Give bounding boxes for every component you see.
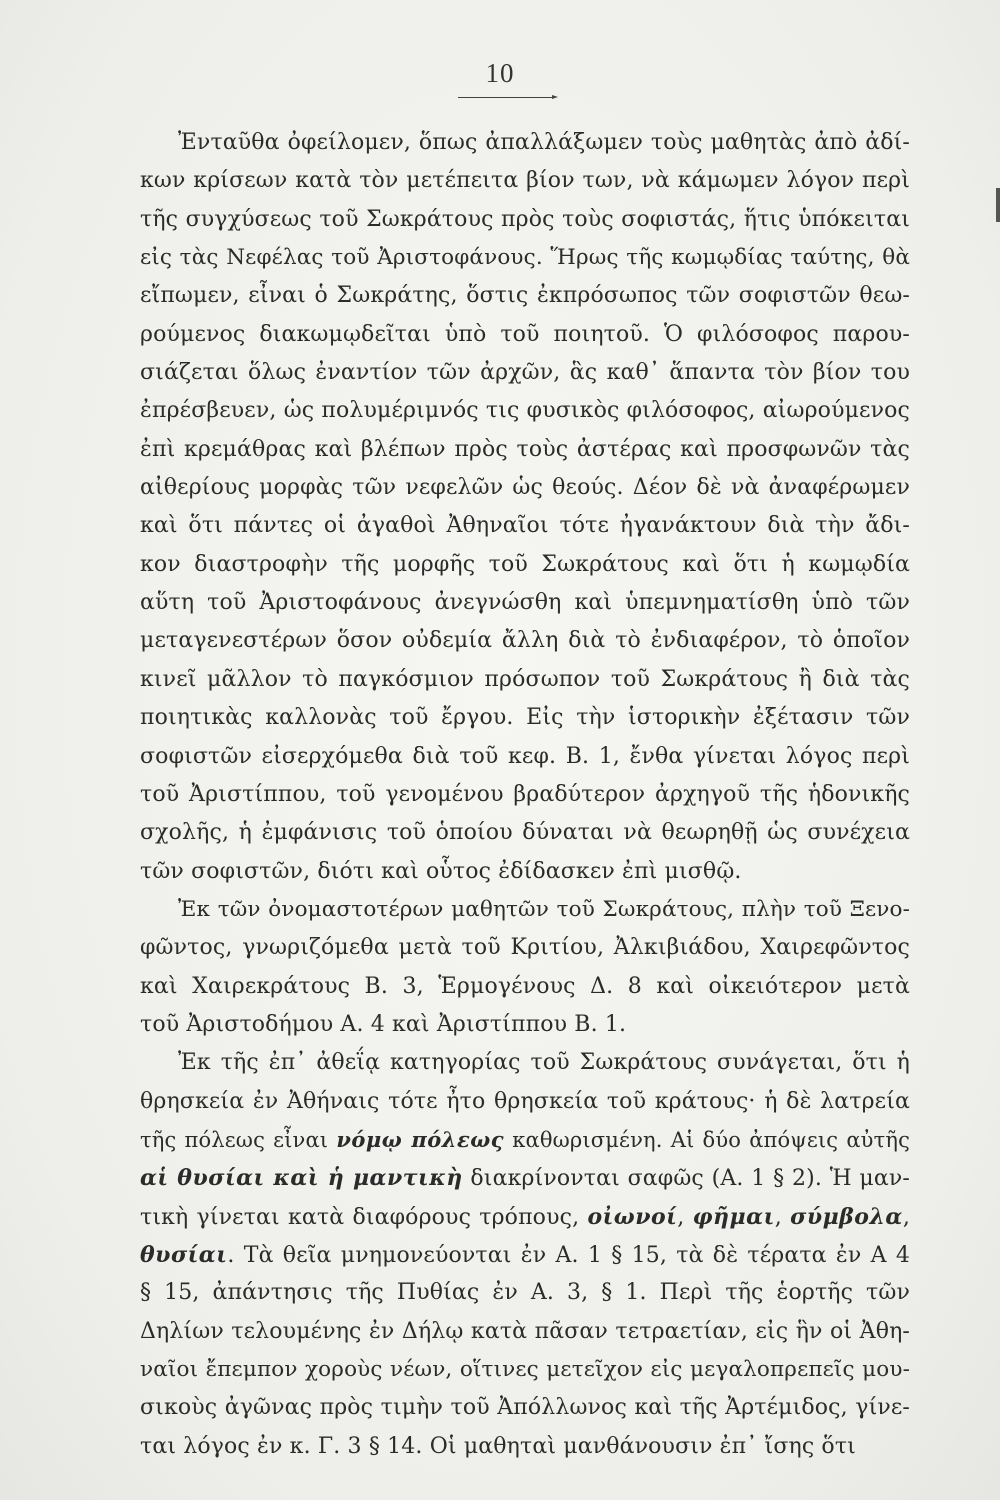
text-line bbox=[140, 738, 910, 776]
text-run: εἰς τὰς Νεφέλας τοῦ Ἀριστοφάνους. Ἥρως τῆς κωμῳδίας ταύτης, θὰ bbox=[140, 245, 910, 271]
emphasized-term: φῆμαι bbox=[692, 1203, 775, 1230]
text-line bbox=[140, 891, 910, 929]
text-run: τοῦ Ἀριστίππου, τοῦ γενομένου βραδύτερον ἀρχηγοῦ τῆς ἡδονικῆς bbox=[140, 781, 910, 807]
text-run: , bbox=[774, 1204, 791, 1230]
text-run: καθωρισμένη. Αἱ δύο ἀπόψεις αὐτῆς bbox=[504, 1127, 911, 1152]
text-run: ἐπὶ κρεμάθρας καὶ βλέπων πρὸς τοὺς ἀστέρας καὶ προσφωνῶν τὰς bbox=[140, 436, 910, 462]
emphasized-term: θυσίαι bbox=[140, 1241, 228, 1268]
body-text bbox=[140, 124, 910, 1466]
text-run: μεταγενεστέρων ὅσον οὐδεμία ἄλλη διὰ τὸ ἐνδιαφέρον, τὸ ὁποῖον bbox=[140, 628, 910, 654]
text-line bbox=[140, 431, 910, 469]
text-run: σχολῆς, ἡ ἐμφάνισις τοῦ ὁποίου δύναται νὰ θεωρηθῇ ὡς συνέχεια bbox=[140, 820, 910, 846]
emphasized-term: σύμβολα bbox=[790, 1203, 903, 1230]
text-run: αἰθερίους μορφὰς τῶν νεφελῶν ὡς θεούς. Δέον δὲ νὰ ἀναφέρωμεν bbox=[140, 475, 910, 501]
text-run: ναῖοι ἔπεμπον χοροὺς νέων, οἵτινες μετεῖχον εἰς μεγαλοπρεπεῖς μου- bbox=[140, 1357, 910, 1382]
text-run: σιάζεται ὅλως ἐναντίον τῶν ἀρχῶν, ἃς καθ᾽ ἅπαντα τὸν βίον του bbox=[140, 360, 910, 386]
emphasized-term: οἰωνοί bbox=[587, 1203, 678, 1230]
text-line bbox=[140, 469, 910, 507]
text-line bbox=[140, 814, 910, 852]
page-edge-mark bbox=[996, 188, 1000, 222]
text-line bbox=[140, 1006, 910, 1044]
text-line bbox=[140, 124, 910, 162]
text-line bbox=[140, 1313, 910, 1351]
text-line bbox=[140, 1351, 910, 1389]
text-run: εἴπωμεν, εἶναι ὁ Σωκράτης, ὅστις ἐκπρόσωπος τῶν σοφιστῶν θεω- bbox=[140, 283, 910, 309]
text-line bbox=[140, 201, 910, 239]
header-rule bbox=[458, 97, 554, 98]
text-line bbox=[140, 776, 910, 814]
emphasized-term: αἱ θυσίαι καὶ ἡ μαντικὴ bbox=[140, 1165, 463, 1192]
text-line bbox=[140, 584, 910, 622]
text-line bbox=[140, 1236, 910, 1274]
text-line bbox=[140, 622, 910, 660]
text-run: φῶντος, γνωριζόμεθα μετὰ τοῦ Κριτίου, Ἀλκιβιάδου, Χαιρεφῶντος bbox=[140, 935, 910, 961]
text-run: καὶ ὅτι πάντες οἱ ἀγαθοὶ Ἀθηναῖοι τότε ἠγανάκτουν διὰ τὴν ἄδι- bbox=[140, 513, 910, 539]
text-run: τῶν σοφιστῶν, διότι καὶ οὗτος ἐδίδασκεν ἐπὶ μισθῷ. bbox=[140, 858, 742, 884]
text-run: σοφιστῶν εἰσερχόμεθα διὰ τοῦ κεφ. Β. 1, ἔνθα γίνεται λόγος περὶ bbox=[140, 743, 910, 769]
text-line bbox=[140, 507, 910, 545]
text-run: σικοὺς ἀγῶνας πρὸς τιμὴν τοῦ Ἀπόλλωνος καὶ τῆς Ἀρτέμιδος, γίνε- bbox=[140, 1395, 910, 1421]
text-line bbox=[140, 277, 910, 315]
text-line bbox=[140, 239, 910, 277]
text-run: . Τὰ θεῖα μνημονεύονται ἐν Α. 1 § 15, τὰ δὲ τέρατα ἐν Α 4 bbox=[227, 1242, 910, 1268]
emphasized-term: νόμῳ πόλεως bbox=[336, 1126, 505, 1152]
text-line bbox=[140, 968, 910, 1006]
text-run: τοῦ Ἀριστοδήμου Α. 4 καὶ Ἀριστίππου Β. 1. bbox=[140, 1011, 627, 1037]
text-line bbox=[140, 316, 910, 354]
text-run: τικὴ γίνεται κατὰ διαφόρους τρόπους, bbox=[140, 1204, 588, 1230]
text-line bbox=[140, 1159, 910, 1197]
text-line bbox=[140, 546, 910, 584]
text-line bbox=[140, 1389, 910, 1427]
text-line bbox=[140, 162, 910, 200]
text-line bbox=[140, 661, 910, 699]
text-run: , bbox=[902, 1204, 910, 1230]
text-line bbox=[140, 1044, 910, 1082]
text-line bbox=[140, 1274, 910, 1312]
text-line bbox=[140, 929, 910, 967]
text-line bbox=[140, 392, 910, 430]
text-run: , bbox=[677, 1204, 693, 1230]
page-number: 10 bbox=[485, 58, 515, 88]
text-line bbox=[140, 1198, 910, 1236]
text-line bbox=[140, 699, 910, 737]
text-line bbox=[140, 1121, 910, 1159]
text-run: ται λόγος ἐν κ. Γ. 3 § 14. Οἱ μαθηταὶ μανθάνουσιν ἐπ᾽ ἴσης ὅτι bbox=[140, 1433, 856, 1459]
text-run: διακρίνονται σαφῶς (Α. 1 § 2). Ἡ μαν- bbox=[462, 1166, 910, 1192]
text-line bbox=[140, 1083, 910, 1121]
text-run: καὶ Χαιρεκράτους Β. 3, Ἑρμογένους Δ. 8 καὶ οἰκειότερον μετὰ bbox=[140, 973, 910, 999]
text-run: Ἐκ τῶν ὀνομαστοτέρων μαθητῶν τοῦ Σωκράτους, πλὴν τοῦ Ξενο- bbox=[178, 896, 910, 922]
text-run: κον διαστροφὴν τῆς μορφῆς τοῦ Σωκράτους καὶ ὅτι ἡ κωμῳδία bbox=[140, 551, 910, 577]
text-run: § 15, ἀπάντησις τῆς Πυθίας ἐν Α. 3, § 1. Περὶ τῆς ἑορτῆς τῶν bbox=[140, 1280, 910, 1306]
text-run: ποιητικὰς καλλονὰς τοῦ ἔργου. Εἰς τὴν ἱστορικὴν ἐξέτασιν τῶν bbox=[140, 705, 910, 731]
text-run: Ἐκ τῆς ἐπ᾽ ἀθεΐᾳ κατηγορίας τοῦ Σωκράτους συνάγεται, ὅτι ἡ bbox=[178, 1050, 910, 1076]
text-run: Δηλίων τελουμένης ἐν Δήλῳ κατὰ πᾶσαν τετραετίαν, εἰς ἣν οἱ Ἀθη- bbox=[140, 1318, 910, 1344]
text-run: κων κρίσεων κατὰ τὸν μετέπειτα βίον των, νὰ κάμωμεν λόγον περὶ bbox=[140, 168, 910, 194]
text-run: αὕτη τοῦ Ἀριστοφάνους ἀνεγνώσθη καὶ ὑπεμνηματίσθη ὑπὸ τῶν bbox=[140, 590, 910, 616]
text-run: θρησκεία ἐν Ἀθήναις τότε ἦτο θρησκεία τοῦ κράτους· ἡ δὲ λατρεία bbox=[140, 1088, 910, 1114]
text-run: κινεῖ μᾶλλον τὸ παγκόσμιον πρόσωπον τοῦ Σωκράτους ἢ διὰ τὰς bbox=[140, 666, 910, 692]
text-run: τῆς πόλεως εἶναι bbox=[140, 1127, 337, 1152]
text-line bbox=[140, 354, 910, 392]
text-run: τῆς συγχύσεως τοῦ Σωκράτους πρὸς τοὺς σοφιστάς, ἥτις ὑπόκειται bbox=[140, 206, 910, 232]
text-run: ρούμενος διακωμῳδεῖται ὑπὸ τοῦ ποιητοῦ. Ὁ φιλόσοφος παρου- bbox=[140, 321, 910, 347]
text-run: Ἐνταῦθα ὀφείλομεν, ὅπως ἀπαλλάξωμεν τοὺς μαθητὰς ἀπὸ ἀδί- bbox=[178, 130, 910, 155]
text-run: ἐπρέσβευεν, ὡς πολυμέριμνός τις φυσικὸς φιλόσοφος, αἰωρούμενος bbox=[140, 398, 910, 424]
text-line bbox=[140, 853, 910, 891]
text-line bbox=[140, 1428, 910, 1466]
